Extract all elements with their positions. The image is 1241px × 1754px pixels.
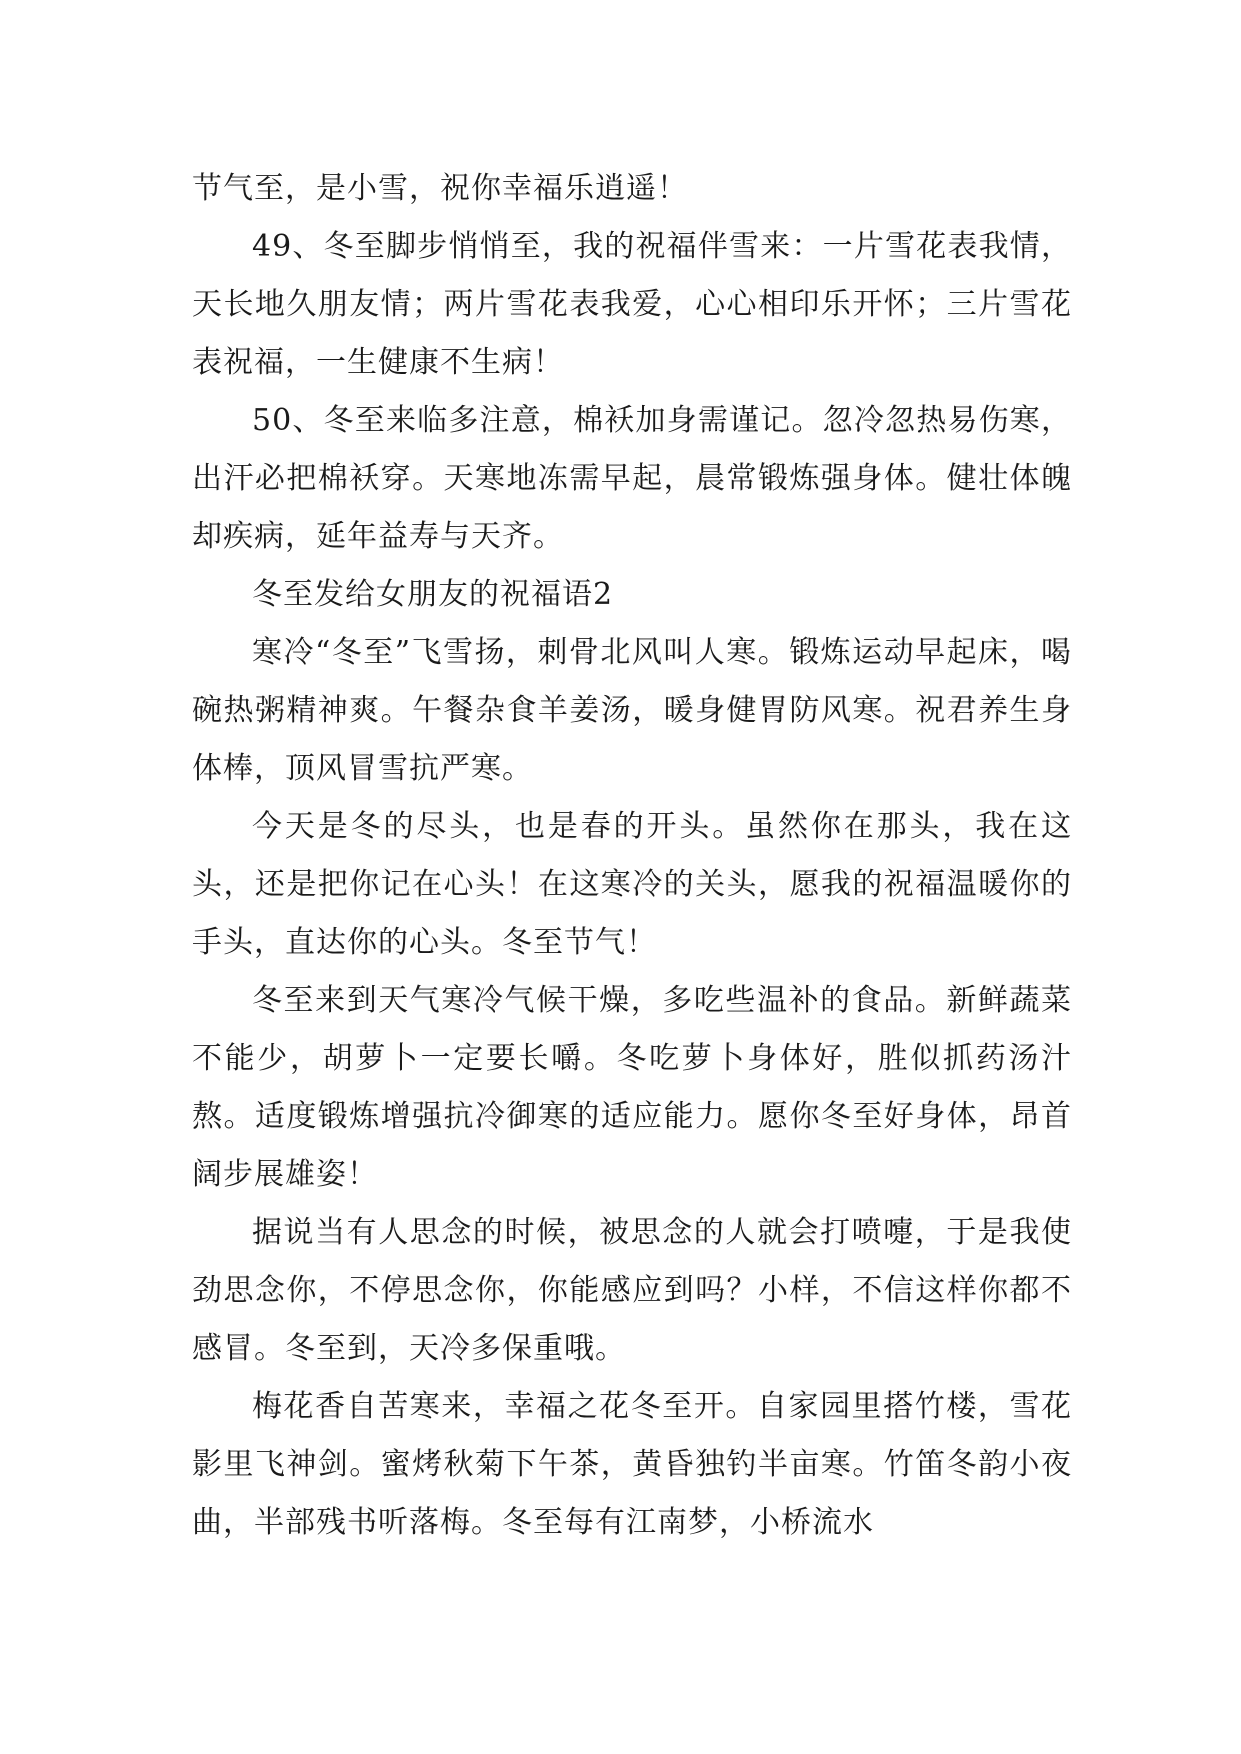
document-body <box>192 160 1072 1552</box>
section-heading: 冬至发给女朋友的祝福语2 <box>252 577 614 612</box>
paragraph-cold-winter: 寒冷“冬至”飞雪扬，刺骨北风叫人寒。锻炼运动早起床，喝碗热粥精神爽。午餐杂食羊姜汤，暖身健胃防风寒。祝君养生身体棒，顶风冒雪抗严寒。 <box>192 635 1072 786</box>
paragraph-plum-blossom: 梅花香自苦寒来，幸福之花冬至开。自家园里搭竹楼，雪花影里飞神剑。蜜烤秋菊下午茶，黄昏独钓半亩寒。竹笛冬韵小夜曲，半部残书听落梅。冬至每有江南梦，小桥流水 <box>192 1389 1072 1540</box>
paragraph-end-of-winter: 今天是冬的尽头，也是春的开头。虽然你在那头，我在这头，还是把你记在心头！在这寒冷的关头，愿我的祝福温暖你的手头，直达你的心头。冬至节气！ <box>192 809 1072 960</box>
paragraph-diet: 冬至来到天气寒冷气候干燥，多吃些温补的食品。新鲜蔬菜不能少，胡萝卜一定要长嚼。冬吃萝卜身体好，胜似抓药汤汁熬。适度锻炼增强抗冷御寒的适应能力。愿你冬至好身体，昂首阔步展雄姿！ <box>192 983 1072 1192</box>
paragraph-continuation: 节气至，是小雪，祝你幸福乐逍遥！ <box>192 171 688 206</box>
paragraph-50: 50、冬至来临多注意，棉袄加身需谨记。忽冷忽热易伤寒，出汗必把棉袄穿。天寒地冻需早起，晨常锻炼强身体。健壮体魄却疾病，延年益寿与天齐。 <box>192 403 1072 554</box>
paragraph-49: 49、冬至脚步悄悄至，我的祝福伴雪来：一片雪花表我情，天长地久朋友情；两片雪花表我爱，心心相印乐开怀；三片雪花表祝福，一生健康不生病！ <box>192 229 1072 380</box>
paragraph-sneeze: 据说当有人思念的时候，被思念的人就会打喷嚏，于是我使劲思念你，不停思念你，你能感应到吗？小样，不信这样你都不感冒。冬至到，天冷多保重哦。 <box>192 1215 1072 1366</box>
